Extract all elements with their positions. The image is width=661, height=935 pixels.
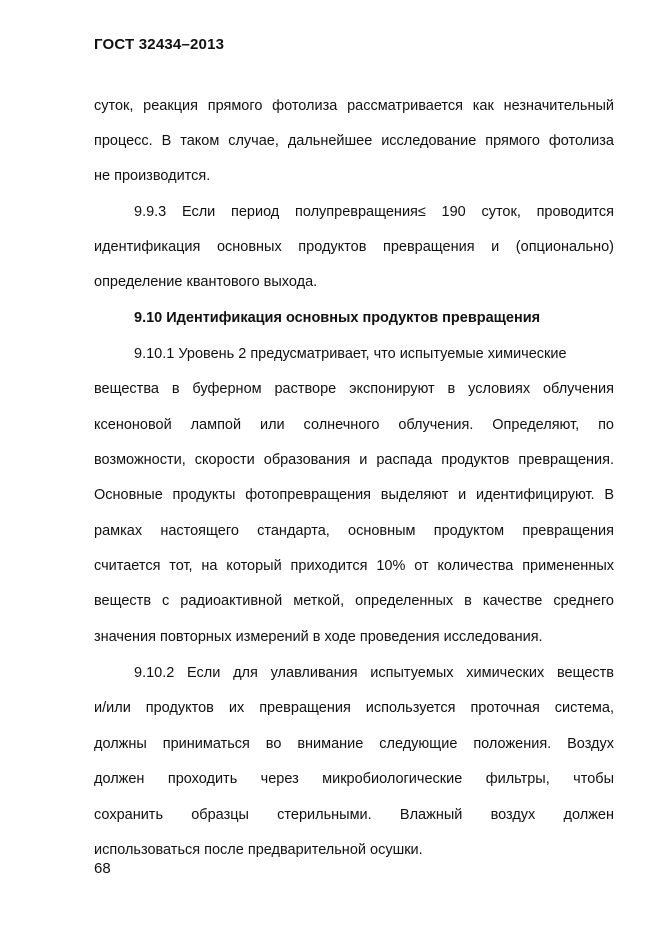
text-line: веществ с радиоактивной меткой, определенных в качестве среднего xyxy=(94,593,614,609)
text-line: и/или продуктов их превращения используется проточная система, xyxy=(94,700,614,716)
text-line: возможности, скорости образования и распада продуктов превращения. xyxy=(94,452,614,468)
text-line: вещества в буферном растворе экспонируют в условиях облучения xyxy=(94,381,614,397)
text-line: суток, реакция прямого фотолиза рассматривается как незначительный xyxy=(94,98,614,114)
text-line: определение квантового выхода. xyxy=(94,274,318,290)
text-line: не производится. xyxy=(94,168,211,184)
text-line: должны приниматься во внимание следующие положения. Воздух xyxy=(94,736,614,752)
text-line: Основные продукты фотопревращения выделяют и идентифицируют. В xyxy=(94,487,614,503)
text-line: значения повторных измерений в ходе проведения исследования. xyxy=(94,629,543,645)
page-number: 68 xyxy=(94,860,111,877)
section-heading-9-10: 9.10 Идентификация основных продуктов превращения xyxy=(134,310,541,326)
clause-9-10-2-line: 9.10.2 Если для улавливания испытуемых химических веществ xyxy=(134,665,614,681)
text-line: считается тот, на который приходится 10% от количества примененных xyxy=(94,558,614,574)
clause-9-10-1-line: 9.10.1 Уровень 2 предусматривает, что испытуемые химические xyxy=(134,346,567,362)
text-line: идентификация основных продуктов превращения и (опционально) xyxy=(94,239,614,255)
text-line: должен проходить через микробиологические фильтры, чтобы xyxy=(94,771,614,787)
text-line: использоваться после предварительной осушки. xyxy=(94,842,423,858)
text-line: процесс. В таком случае, дальнейшее исследование прямого фотолиза xyxy=(94,133,614,149)
document-standard-title: ГОСТ 32434–2013 xyxy=(94,36,225,53)
text-line: сохранить образцы стерильными. Влажный воздух должен xyxy=(94,807,614,823)
text-line: рамках настоящего стандарта, основным продуктом превращения xyxy=(94,523,614,539)
text-line: ксеноновой лампой или солнечного облучения. Определяют, по xyxy=(94,417,614,433)
clause-9-9-3-line: 9.9.3 Если период полупревращения≤ 190 суток, проводится xyxy=(134,204,614,220)
